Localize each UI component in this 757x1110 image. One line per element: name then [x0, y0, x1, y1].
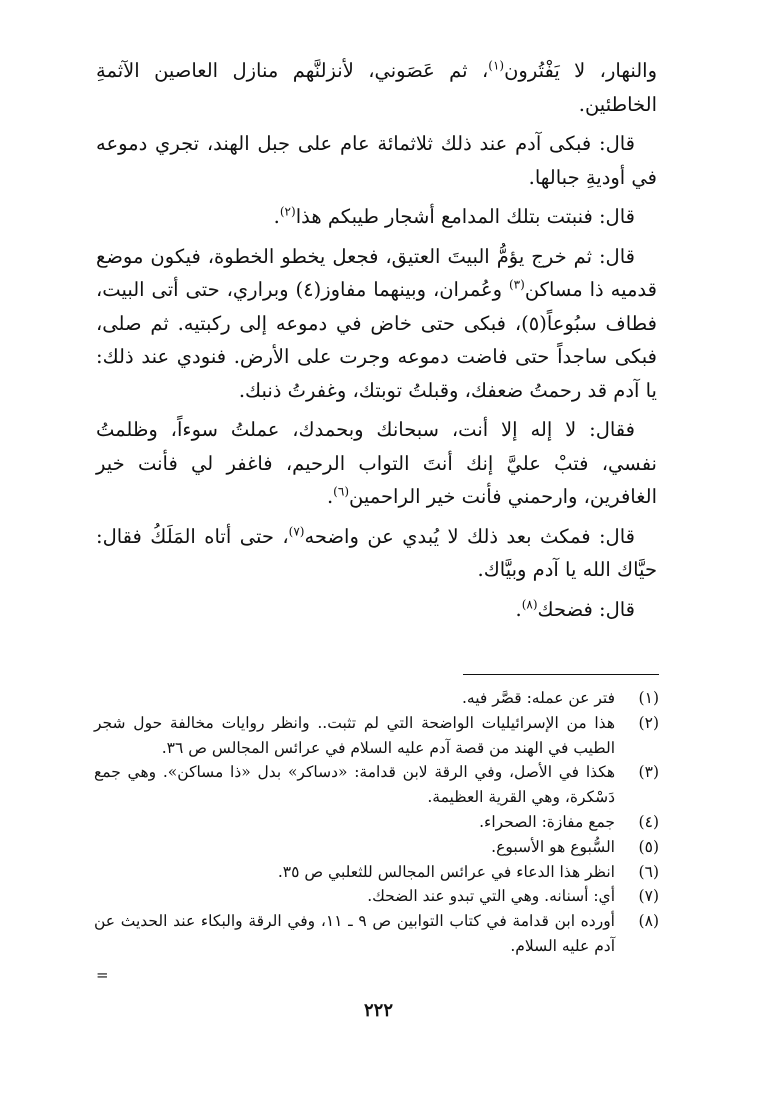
footnote-2: [94, 711, 659, 761]
paragraph-2: [96, 127, 657, 194]
footnote-number: (٥): [638, 837, 659, 856]
footnote-ref[interactable]: (٢): [279, 204, 296, 219]
footnotes: [94, 686, 659, 959]
paragraph-tail: ، ثم عَصَوني، لأنزلنَّهم منازل العاصين الآثمةِ الخاطئين.: [96, 59, 657, 116]
footnote-ref[interactable]: (٧): [288, 524, 305, 539]
footnote-number: (١): [638, 689, 659, 707]
paragraph-4: [96, 240, 657, 408]
footnote-3: [94, 760, 659, 810]
paragraph-text: قال: فنبتت بتلك المدامع أشجار طيبكم هذا: [295, 205, 635, 229]
paragraph-tail: وعُمران، وبينهما مفاوز(٤) وبراري، حتى أتى البيت، فطاف سبُوعاً(٥)، فبكى حتى خاض في دموعه إلى ركبتيه. ثم صلى، فبكى ساجداً حتى فاضت دموعه وجرت على الأرض. فنودي عند ذلك: يا آدم قد رحمتُ ضعفك، وقبلتُ توبتك، وغفرتُ ذنبك.: [96, 278, 657, 402]
footnote-ref[interactable]: (٨): [521, 597, 538, 612]
footnote-number: (٧): [638, 887, 659, 906]
footnote-text: أورده ابن قدامة في كتاب التوابين ص ٩ ـ ١١، وفي الرقة والبكاء عند الحديث عن آدم عليه السلام.: [94, 912, 615, 955]
footnote-text: انظر هذا الدعاء في عرائس المجالس للثعلبي ص ٣٥.: [277, 862, 615, 881]
footnote-ref[interactable]: (٦): [333, 484, 349, 499]
footnote-text: هذا من الإسرائيليات الواضحة التي لم تثبت.. وانظر روايات مخالفة حول شجر الطيب في الهند من قصة آدم عليه السلام في عرائس المجالس ص ٣٦.: [94, 713, 615, 757]
continuation-mark: =: [96, 966, 109, 984]
footnote-ref[interactable]: (١): [488, 58, 505, 73]
footnote-6: [94, 860, 659, 885]
paragraph-text: قال: فمكث بعد ذلك لا يُبدي عن واضحه: [304, 524, 635, 548]
footnote-4: [94, 810, 659, 835]
footnote-separator: [463, 674, 659, 675]
footnote-number: (٤): [638, 812, 659, 831]
footnote-text: فتر عن عمله: قصَّر فيه.: [462, 689, 615, 707]
paragraph-3: [96, 200, 657, 234]
footnote-8: [94, 909, 659, 959]
paragraph-tail: .: [326, 485, 334, 509]
footnote-number: (٣): [638, 763, 659, 782]
footnote-7: [94, 884, 659, 909]
footnote-ref[interactable]: (٣): [508, 277, 525, 292]
paragraph-5: [96, 413, 657, 514]
footnote-number: (٦): [638, 862, 659, 881]
paragraph-tail: .: [515, 597, 522, 621]
paragraph-tail: ، حتى أتاه المَلَكُ فقال: حيَّاك الله يا آدم وبيَّاك.: [96, 524, 657, 582]
paragraph-text: قال: ثم خرج يؤمُّ البيتَ العتيق، فجعل يخطو الخطوة، فيكون موضع قدميه ذا مساكن: [96, 244, 657, 302]
paragraph-1: [96, 54, 657, 121]
paragraph-7: [96, 593, 657, 627]
page-number: ٢٢٢: [363, 1000, 393, 1021]
paragraph-text: والنهار، لا يَفْتُرون: [504, 59, 657, 82]
paragraph-text: قال: فضحك: [537, 597, 635, 621]
paragraph-tail: .: [273, 205, 280, 229]
footnote-text: السُّبوع هو الأسبوع.: [491, 837, 615, 856]
footnote-number: (٢): [638, 713, 659, 732]
paragraph-6: [96, 520, 657, 587]
paragraph-text: قال: فبكى آدم عند ذلك ثلاثمائة عام على جبل الهند، تجري دموعه في أوديةِ جبالها.: [96, 132, 657, 189]
paragraph-text: فقال: لا إله إلا أنت، سبحانك وبحمدك، عملتُ سوءاً، وظلمتُ نفسي، فتبْ عليَّ إنك أنتَ التواب الرحيم، فاغفر لي فأنت خير الغافرين، وارحمني فأنت خير الراحمين: [96, 418, 657, 509]
footnote-text: أي: أسنانه. وهي التي تبدو عند الضحك.: [367, 887, 615, 906]
footnote-number: (٨): [638, 912, 659, 931]
footnote-text: جمع مفازة: الصحراء.: [479, 812, 615, 831]
main-text: [96, 54, 657, 627]
footnote-5: [94, 835, 659, 860]
footnote-text: هكذا في الأصل، وفي الرقة لابن قدامة: «دساكر» بدل «ذا مساكن». وهي جمع دَسْكرة، وهي القرية العظيمة.: [94, 763, 615, 807]
footnote-1: [94, 686, 659, 711]
